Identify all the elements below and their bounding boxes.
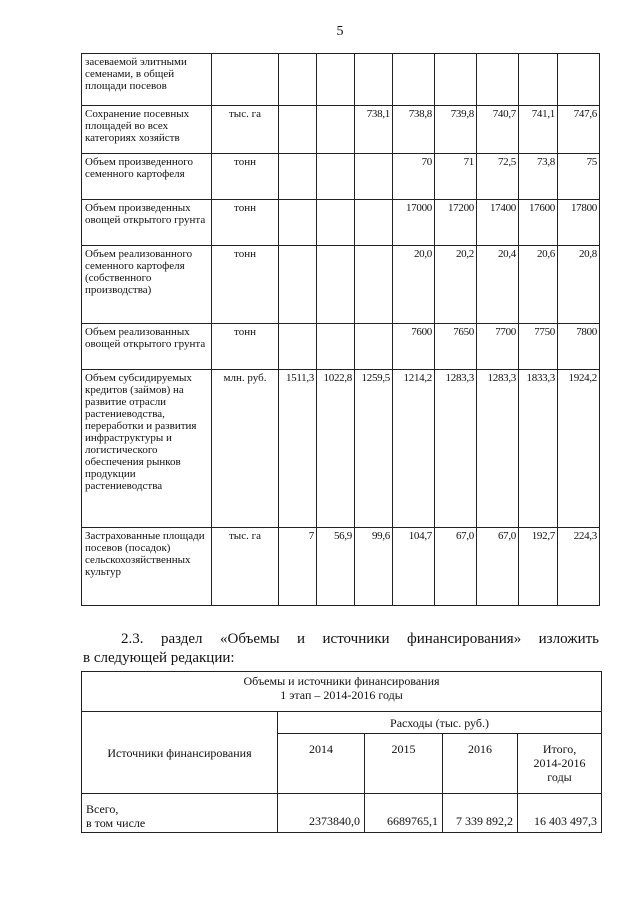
indicator-row [82, 528, 600, 606]
financing-table [81, 671, 602, 833]
year-header: 2014 [278, 734, 365, 794]
indicator-value: 741,1 [519, 106, 558, 154]
indicator-name: Объем реализованного семенного картофеля (собственного производства) [82, 246, 212, 324]
indicator-name: Объем субсидируемых кредитов (займов) на развитие отрасли растениеводства, переработки и развития инфраструктуры и логистического обеспечения рынков продукции растениеводства [82, 370, 212, 528]
year-header: 2015 [365, 734, 443, 794]
indicator-row [82, 54, 600, 106]
indicator-value: 20,4 [477, 246, 519, 324]
indicator-value: 7 [279, 528, 317, 606]
indicator-row [82, 246, 600, 324]
indicator-value: 17000 [393, 200, 435, 246]
total-header-line1: Итого, [542, 742, 577, 756]
financing-title [82, 672, 602, 712]
indicator-unit [212, 54, 279, 106]
year-header: 2016 [443, 734, 518, 794]
indicator-unit: тыс. га [212, 528, 279, 606]
indicator-unit: тонн [212, 324, 279, 370]
indicator-value: 740,7 [477, 106, 519, 154]
indicator-value: 1511,3 [279, 370, 317, 528]
indicator-value [558, 54, 600, 106]
indicator-value: 7650 [435, 324, 477, 370]
indicator-name: Объем произведенных овощей открытого грунта [82, 200, 212, 246]
indicator-unit: тонн [212, 246, 279, 324]
section-paragraph [83, 630, 599, 668]
indicator-value [519, 54, 558, 106]
indicator-value [317, 200, 355, 246]
para-word: и [297, 631, 306, 647]
indicator-value: 739,8 [435, 106, 477, 154]
indicator-name: Объем реализованных овощей открытого грунта [82, 324, 212, 370]
indicator-value: 71 [435, 154, 477, 200]
para-word: источники [322, 631, 390, 647]
indicator-value: 1283,3 [477, 370, 519, 528]
row-value: 7 339 892,2 [443, 794, 518, 833]
indicator-value [279, 154, 317, 200]
financing-title-line2: 1 этап – 2014-2016 годы [280, 688, 403, 702]
indicator-value [279, 246, 317, 324]
indicator-value: 1924,2 [558, 370, 600, 528]
indicator-value: 104,7 [393, 528, 435, 606]
indicator-value [279, 324, 317, 370]
financing-title-line1: Объемы и источники финансирования [243, 674, 440, 688]
indicator-name: Объем произведенного семенного картофеля [82, 154, 212, 200]
indicator-value: 1283,3 [435, 370, 477, 528]
indicator-value: 747,6 [558, 106, 600, 154]
indicator-value [317, 154, 355, 200]
indicator-value: 17400 [477, 200, 519, 246]
indicator-row [82, 370, 600, 528]
indicator-value: 7750 [519, 324, 558, 370]
indicator-value [477, 54, 519, 106]
indicator-value: 738,8 [393, 106, 435, 154]
para-word: раздел [160, 631, 203, 647]
row-label-line2: в том числе [86, 816, 146, 830]
indicator-value: 192,7 [519, 528, 558, 606]
indicator-unit: млн. руб. [212, 370, 279, 528]
indicator-value: 20,2 [435, 246, 477, 324]
para-word: финансирования» [407, 631, 522, 647]
indicator-value: 1833,3 [519, 370, 558, 528]
indicator-value: 17600 [519, 200, 558, 246]
row-label [82, 794, 278, 833]
indicator-value: 17800 [558, 200, 600, 246]
indicator-row [82, 200, 600, 246]
indicator-value: 17200 [435, 200, 477, 246]
indicator-value: 20,6 [519, 246, 558, 324]
total-header-line3: годы [547, 770, 572, 784]
indicator-row [82, 106, 600, 154]
indicator-value: 56,9 [317, 528, 355, 606]
indicator-value [279, 54, 317, 106]
indicator-value [317, 246, 355, 324]
para-word: «Объемы [220, 631, 280, 647]
indicator-value [435, 54, 477, 106]
indicator-value [355, 54, 393, 106]
indicator-value: 1214,2 [393, 370, 435, 528]
indicator-unit: тыс. га [212, 106, 279, 154]
indicator-value: 20,0 [393, 246, 435, 324]
indicator-value [355, 324, 393, 370]
indicator-value [317, 54, 355, 106]
indicator-value [393, 54, 435, 106]
indicator-value: 67,0 [435, 528, 477, 606]
total-header [518, 734, 602, 794]
indicator-value [355, 200, 393, 246]
indicator-value [317, 106, 355, 154]
indicator-value: 7700 [477, 324, 519, 370]
indicator-value: 99,6 [355, 528, 393, 606]
indicator-value: 1022,8 [317, 370, 355, 528]
para-number: 2.3. [121, 631, 144, 647]
indicator-value: 70 [393, 154, 435, 200]
indicator-value [279, 200, 317, 246]
indicator-name: засеваемой элитными семенами, в общей площади посевов [82, 54, 212, 106]
sources-header: Источники финансирования [82, 712, 278, 794]
indicator-value: 1259,5 [355, 370, 393, 528]
expenses-header: Расходы (тыс. руб.) [278, 712, 602, 734]
indicator-value: 67,0 [477, 528, 519, 606]
indicator-value [317, 324, 355, 370]
indicator-value: 7600 [393, 324, 435, 370]
indicator-row [82, 154, 600, 200]
indicator-value: 224,3 [558, 528, 600, 606]
indicator-row [82, 324, 600, 370]
indicator-unit: тонн [212, 200, 279, 246]
row-value: 6689765,1 [365, 794, 443, 833]
indicator-value: 738,1 [355, 106, 393, 154]
indicator-value: 72,5 [477, 154, 519, 200]
indicator-value: 73,8 [519, 154, 558, 200]
indicator-name: Сохранение посевных площадей во всех категориях хозяйств [82, 106, 212, 154]
indicator-value: 75 [558, 154, 600, 200]
row-value: 2373840,0 [278, 794, 365, 833]
indicator-name: Застрахованные площади посевов (посадок) сельскохозяйственных культур [82, 528, 212, 606]
indicators-table [81, 53, 600, 606]
row-value: 16 403 497,3 [518, 794, 602, 833]
para-word: изложить [538, 631, 599, 647]
total-header-line2: 2014-2016 [533, 756, 586, 770]
indicator-value [355, 246, 393, 324]
row-label-line1: Всего, [86, 802, 119, 816]
indicator-value [279, 106, 317, 154]
indicator-value: 7800 [558, 324, 600, 370]
para-line2: в следующей редакции: [83, 650, 235, 666]
indicator-value: 20,8 [558, 246, 600, 324]
indicator-unit: тонн [212, 154, 279, 200]
indicator-value [355, 154, 393, 200]
page-number: 5 [336, 24, 344, 39]
